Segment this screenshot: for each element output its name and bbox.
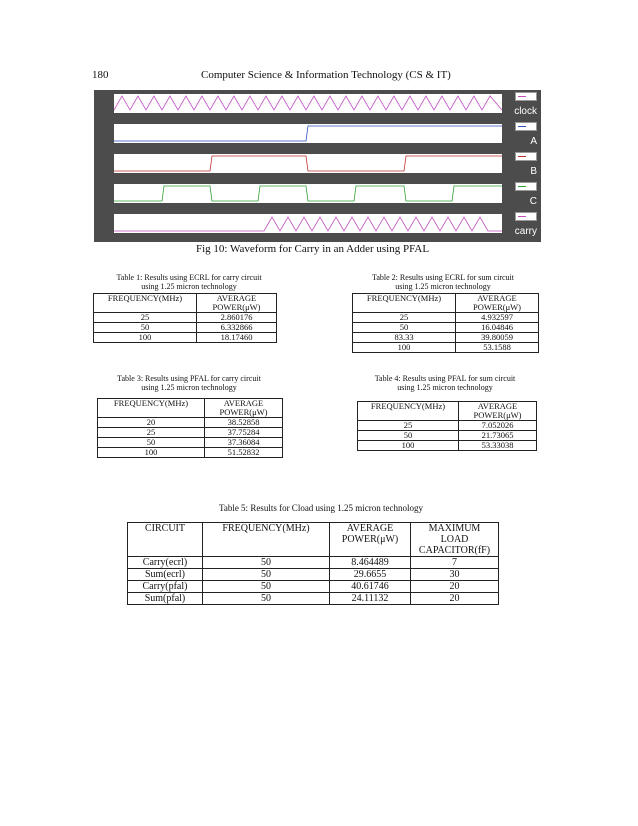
cell: 100 — [358, 441, 459, 451]
cell: 53.33038 — [459, 441, 537, 451]
waveform-plot-b — [114, 154, 502, 173]
cell: 83.33 — [353, 333, 456, 343]
cell: 6.332866 — [197, 323, 277, 333]
column-header: FREQUENCY(MHz) — [358, 402, 459, 421]
table-1 — [93, 293, 277, 343]
cell: 37.36084 — [205, 438, 283, 448]
cell: 50 — [203, 581, 330, 593]
cell: 25 — [94, 313, 197, 323]
cell: Carry(ecrl) — [128, 557, 203, 569]
legend-swatch-b — [515, 152, 537, 161]
waveform-strip-c — [94, 180, 541, 210]
column-header: CIRCUIT — [128, 523, 203, 557]
column-header: AVERAGE POWER(μW) — [205, 399, 283, 418]
table-2-caption — [348, 273, 538, 291]
cell: 50 — [98, 438, 205, 448]
cell: 50 — [203, 569, 330, 581]
cell: 20 — [411, 581, 499, 593]
cell: 51.52832 — [205, 448, 283, 458]
column-header: FREQUENCY(MHz) — [94, 294, 197, 313]
table-3 — [97, 398, 283, 458]
table-5 — [127, 522, 499, 605]
column-header: FREQUENCY(MHz) — [203, 523, 330, 557]
cell: 25 — [98, 428, 205, 438]
table-row — [94, 333, 277, 343]
table-1-caption-line1: Table 1: Results using ECRL for carry circuit — [116, 273, 262, 282]
table-row — [128, 593, 499, 605]
cell: 50 — [203, 593, 330, 605]
table-row — [128, 569, 499, 581]
waveform-plot-carry — [114, 214, 502, 233]
voltage-axis-label — [96, 122, 104, 148]
cell: 100 — [94, 333, 197, 343]
cell: 40.61746 — [330, 581, 411, 593]
cell: 18.17460 — [197, 333, 277, 343]
table-row — [94, 313, 277, 323]
signal-label-b: B — [530, 166, 537, 177]
table-3-caption-line2: using 1.25 micron technology — [141, 383, 237, 392]
cell: 7 — [411, 557, 499, 569]
cell: 50 — [203, 557, 330, 569]
cell: 29.6655 — [330, 569, 411, 581]
cell: 25 — [353, 313, 456, 323]
cell: 24.11132 — [330, 593, 411, 605]
cell: 37.75284 — [205, 428, 283, 438]
table-row — [353, 333, 539, 343]
waveform-strip-carry — [94, 210, 541, 240]
cell: 7.052026 — [459, 421, 537, 431]
column-header: AVERAGE POWER(μW) — [330, 523, 411, 557]
cell: 100 — [353, 343, 456, 353]
waveform-plot-c — [114, 184, 502, 203]
cell: 30 — [411, 569, 499, 581]
cell: 16.04846 — [456, 323, 539, 333]
column-header: AVERAGE POWER(μW) — [456, 294, 539, 313]
cell: 21.73065 — [459, 431, 537, 441]
table-row — [128, 557, 499, 569]
waveform-plot-a — [114, 124, 502, 143]
cell: 8.464489 — [330, 557, 411, 569]
table-row — [98, 448, 283, 458]
cell: 20 — [411, 593, 499, 605]
cell: 4.932597 — [456, 313, 539, 323]
waveform-strip-clock — [94, 90, 541, 120]
legend-swatch-carry — [515, 212, 537, 221]
table-4 — [357, 401, 537, 451]
table-row — [358, 441, 537, 451]
waveform-plot-clock — [114, 94, 502, 113]
signal-label-c: C — [529, 196, 537, 207]
cell: 50 — [353, 323, 456, 333]
table-3-caption-line1: Table 3: Results using PFAL for carry circuit — [117, 374, 261, 383]
table-3-caption — [94, 374, 284, 392]
table-row — [98, 438, 283, 448]
column-header: AVERAGE POWER(μW) — [197, 294, 277, 313]
table-4-caption-line2: using 1.25 micron technology — [397, 383, 493, 392]
cell: 100 — [98, 448, 205, 458]
legend-swatch-clock — [515, 92, 537, 101]
table-4-caption-line1: Table 4: Results using PFAL for sum circuit — [374, 374, 516, 383]
table-row — [94, 323, 277, 333]
signal-label-a: A — [530, 136, 537, 147]
waveform-strip-a — [94, 120, 541, 150]
column-header: AVERAGE POWER(μW) — [459, 402, 537, 421]
column-header: FREQUENCY(MHz) — [353, 294, 456, 313]
voltage-axis-label — [96, 92, 104, 118]
table-row — [353, 313, 539, 323]
column-header: FREQUENCY(MHz) — [98, 399, 205, 418]
table-2-caption-line2: using 1.25 micron technology — [395, 282, 491, 291]
table-row — [358, 421, 537, 431]
table-1-caption — [94, 273, 284, 291]
table-2-caption-line1: Table 2: Results using ECRL for sum circuit — [371, 273, 514, 282]
table-row — [98, 428, 283, 438]
table-row — [353, 323, 539, 333]
table-2 — [352, 293, 539, 353]
cell: 50 — [94, 323, 197, 333]
cell: Sum(pfal) — [128, 593, 203, 605]
legend-swatch-a — [515, 122, 537, 131]
table-row — [128, 581, 499, 593]
waveform-strip-b — [94, 150, 541, 180]
cell: 2.860176 — [197, 313, 277, 323]
cell: 53.1588 — [456, 343, 539, 353]
cell: 38.52858 — [205, 418, 283, 428]
voltage-axis-label — [96, 182, 104, 208]
table-row — [358, 431, 537, 441]
table-4-caption — [350, 374, 540, 392]
cell: Carry(pfal) — [128, 581, 203, 593]
cell: Sum(ecrl) — [128, 569, 203, 581]
journal-header: Computer Science & Information Technology (CS & IT) — [201, 69, 451, 81]
voltage-axis-label — [96, 212, 104, 238]
cell: 20 — [98, 418, 205, 428]
waveform-figure — [94, 90, 541, 242]
figure-caption: Fig 10: Waveform for Carry in an Adder using PFAL — [196, 243, 430, 255]
signal-label-carry: carry — [514, 226, 537, 237]
table-row — [98, 418, 283, 428]
cell: 25 — [358, 421, 459, 431]
cell: 39.80059 — [456, 333, 539, 343]
cell: 50 — [358, 431, 459, 441]
signal-label-clock: clock — [514, 106, 537, 117]
voltage-axis-label — [96, 152, 104, 178]
table-1-caption-line2: using 1.25 micron technology — [141, 282, 237, 291]
legend-swatch-c — [515, 182, 537, 191]
column-header: MAXIMUM LOAD CAPACITOR(fF) — [411, 523, 499, 557]
table-row — [353, 343, 539, 353]
page-number: 180 — [92, 69, 109, 81]
table-5-caption: Table 5: Results for Cload using 1.25 micron technology — [218, 503, 424, 513]
